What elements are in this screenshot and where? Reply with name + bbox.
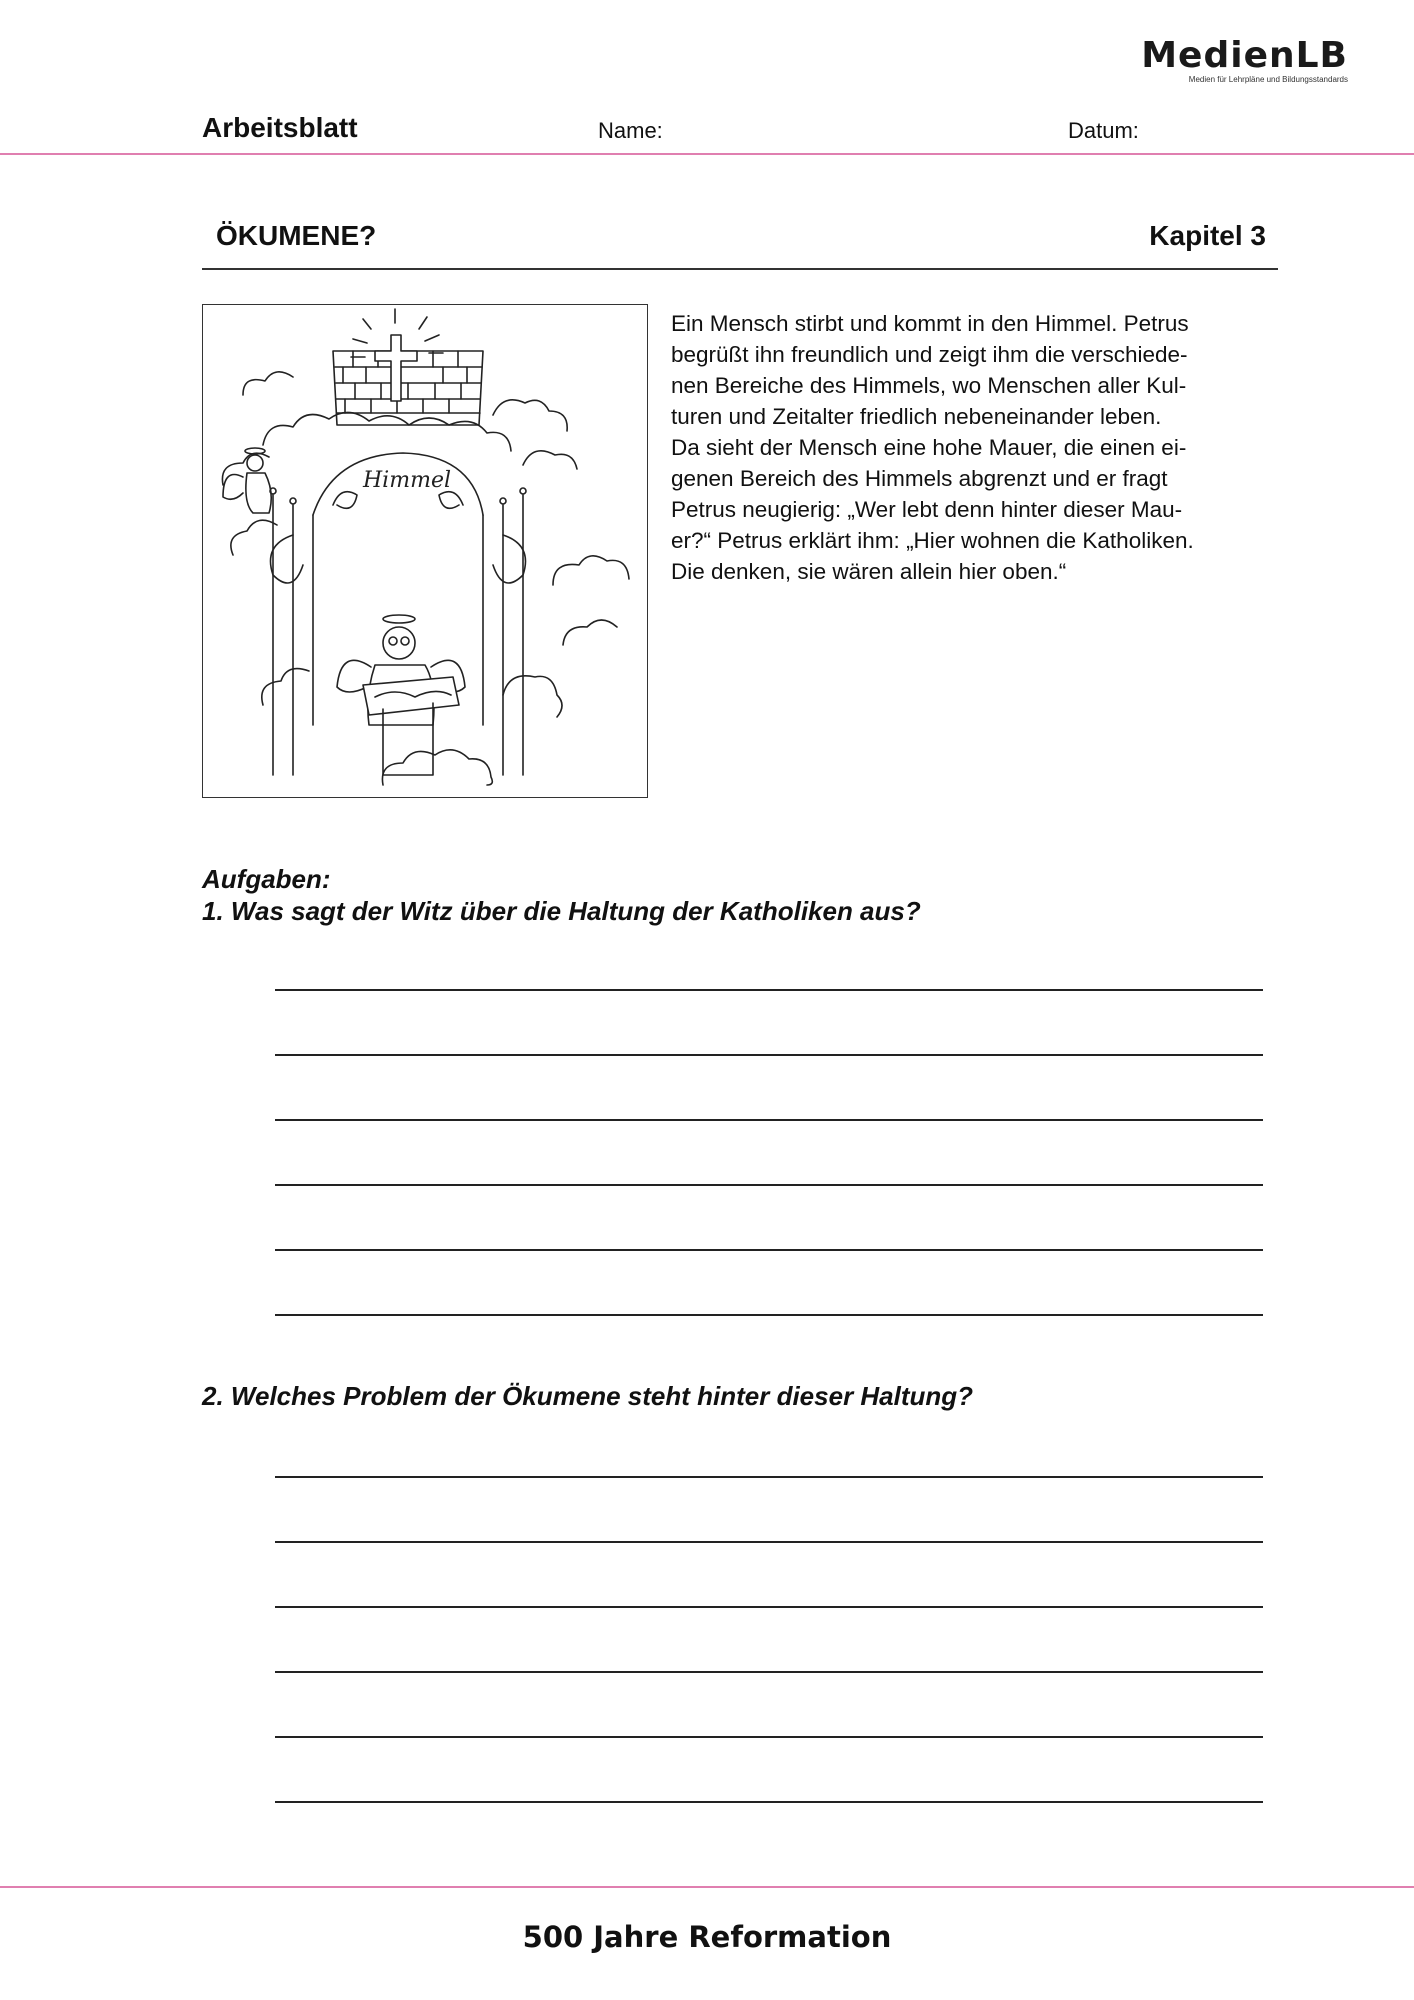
question-2: 2. Welches Problem der Ökumene steht hinter dieser Haltung? [202,1381,974,1411]
question-1: 1. Was sagt der Witz über die Haltung der Katholiken aus? [202,896,921,926]
story-line: genen Bereich des Himmels abgrenzt und er fragt [671,466,1168,491]
answer-line-2[interactable] [275,1736,1263,1738]
header-divider [0,153,1414,155]
name-label: Name: [598,118,663,143]
gate-sign-text: Himmel [363,468,451,493]
footer-divider [0,1886,1414,1888]
answer-line-2[interactable] [275,1606,1263,1608]
answer-line-2[interactable] [275,1476,1263,1478]
brand-name: MedienLB [1141,35,1348,76]
lectern-icon [363,677,459,775]
answer-line-1[interactable] [275,1314,1263,1316]
story-line: turen und Zeitalter friedlich nebeneinander leben. [671,404,1162,429]
story-text [671,308,1291,587]
answer-line-1[interactable] [275,1184,1263,1186]
story-line: Ein Mensch stirbt und kommt in den Himmel. Petrus [671,311,1189,336]
brand-logo [1141,35,1348,85]
topic-title: ÖKUMENE? [216,220,377,251]
date-label: Datum: [1068,118,1139,143]
story-line: begrüßt ihn freundlich und zeigt ihm die verschiede- [671,342,1188,367]
answer-line-1[interactable] [275,1119,1263,1121]
answer-line-2[interactable] [275,1671,1263,1673]
chapter-label: Kapitel 3 [1149,220,1266,251]
heaven-gate-icon [270,453,526,775]
worksheet-title: Arbeitsblatt [202,112,358,143]
story-line: Petrus neugierig: „Wer lebt denn hinter dieser Mau- [671,497,1183,522]
answer-line-1[interactable] [275,1054,1263,1056]
tasks-heading: Aufgaben: [202,864,331,894]
story-line: nen Bereiche des Himmels, wo Menschen aller Kul- [671,373,1187,398]
clouds-icon [222,372,629,785]
answer-line-2[interactable] [275,1801,1263,1803]
brand-tagline: Medien für Lehrpläne und Bildungsstandards [1188,75,1348,84]
answer-line-1[interactable] [275,989,1263,991]
heaven-gate-illustration [202,304,648,798]
story-line: er?“ Petrus erklärt ihm: „Hier wohnen die Katholiken. [671,528,1194,553]
story-line: Die denken, sie wären allein hier oben.“ [671,559,1067,584]
topic-divider [202,268,1278,270]
story-line: Da sieht der Mensch eine hohe Mauer, die einen ei- [671,435,1187,460]
footer-title: 500 Jahre Reformation [522,1920,892,1954]
answer-line-1[interactable] [275,1249,1263,1251]
answer-line-2[interactable] [275,1541,1263,1543]
